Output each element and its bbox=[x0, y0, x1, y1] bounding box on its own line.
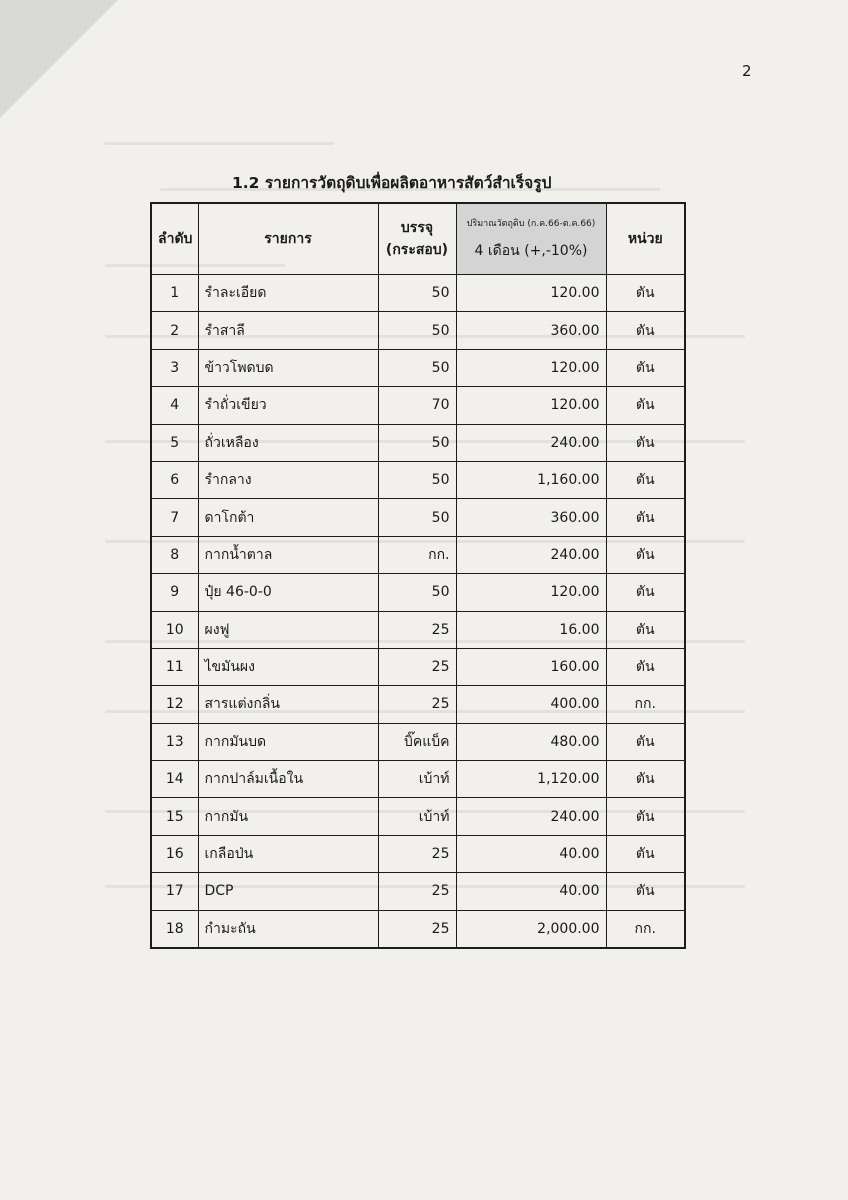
unit-cell: ตัน bbox=[606, 611, 685, 648]
header-pack-line2: (กระสอบ) bbox=[385, 242, 449, 258]
quantity-cell: 40.00 bbox=[456, 873, 606, 910]
row-number-cell: 13 bbox=[151, 723, 198, 760]
header-qty bbox=[456, 203, 606, 275]
item-name-cell: ข้าวโพดบด bbox=[198, 349, 378, 386]
table-row bbox=[151, 312, 685, 349]
row-number-cell: 17 bbox=[151, 873, 198, 910]
packaging-cell: 50 bbox=[378, 424, 456, 461]
table-row bbox=[151, 835, 685, 872]
header-unit: หน่วย bbox=[606, 203, 685, 275]
header-qty-line2: 4 เดือน (+,-10%) bbox=[474, 243, 588, 259]
unit-cell: ตัน bbox=[606, 835, 685, 872]
table-row bbox=[151, 275, 685, 312]
table-row bbox=[151, 387, 685, 424]
quantity-cell: 120.00 bbox=[456, 574, 606, 611]
packaging-cell: 50 bbox=[378, 499, 456, 536]
quantity-cell: 360.00 bbox=[456, 499, 606, 536]
item-name-cell: รำสาลี bbox=[198, 312, 378, 349]
row-number-cell: 5 bbox=[151, 424, 198, 461]
unit-cell: ตัน bbox=[606, 499, 685, 536]
packaging-cell: 70 bbox=[378, 387, 456, 424]
quantity-cell: 480.00 bbox=[456, 723, 606, 760]
table-row bbox=[151, 611, 685, 648]
header-pack-line1: บรรจุ bbox=[400, 220, 434, 236]
page-corner-fold bbox=[0, 0, 118, 118]
row-number-cell: 14 bbox=[151, 761, 198, 798]
unit-cell: ตัน bbox=[606, 424, 685, 461]
item-name-cell: ดาโกต้า bbox=[198, 499, 378, 536]
table-row bbox=[151, 424, 685, 461]
quantity-cell: 16.00 bbox=[456, 611, 606, 648]
packaging-cell: 25 bbox=[378, 835, 456, 872]
table-row bbox=[151, 798, 685, 835]
item-name-cell: DCP bbox=[198, 873, 378, 910]
header-qty-line1: ปริมาณวัตถุดิบ (ก.ค.66-ต.ค.66) bbox=[466, 219, 596, 229]
table-row bbox=[151, 723, 685, 760]
unit-cell: ตัน bbox=[606, 574, 685, 611]
packaging-cell: 50 bbox=[378, 349, 456, 386]
row-number-cell: 4 bbox=[151, 387, 198, 424]
item-name-cell: สารแต่งกลิ่น bbox=[198, 686, 378, 723]
unit-cell: กก. bbox=[606, 910, 685, 948]
item-name-cell: รำถั่วเขียว bbox=[198, 387, 378, 424]
table-row bbox=[151, 499, 685, 536]
row-number-cell: 6 bbox=[151, 461, 198, 498]
row-number-cell: 9 bbox=[151, 574, 198, 611]
quantity-cell: 120.00 bbox=[456, 275, 606, 312]
item-name-cell: ถั่วเหลือง bbox=[198, 424, 378, 461]
unit-cell: ตัน bbox=[606, 723, 685, 760]
table-row bbox=[151, 536, 685, 573]
table-row bbox=[151, 574, 685, 611]
unit-cell: ตัน bbox=[606, 312, 685, 349]
quantity-cell: 2,000.00 bbox=[456, 910, 606, 948]
table-row bbox=[151, 686, 685, 723]
packaging-cell: เบ้าท์ bbox=[378, 798, 456, 835]
quantity-cell: 240.00 bbox=[456, 424, 606, 461]
unit-cell: ตัน bbox=[606, 387, 685, 424]
packaging-cell: 50 bbox=[378, 275, 456, 312]
table-row bbox=[151, 873, 685, 910]
table-row bbox=[151, 761, 685, 798]
packaging-cell: 25 bbox=[378, 648, 456, 685]
row-number-cell: 16 bbox=[151, 835, 198, 872]
row-number-cell: 2 bbox=[151, 312, 198, 349]
materials-table bbox=[150, 202, 686, 949]
unit-cell: ตัน bbox=[606, 873, 685, 910]
table-header-row bbox=[151, 203, 685, 275]
quantity-cell: 240.00 bbox=[456, 798, 606, 835]
header-no: ลำดับ bbox=[151, 203, 198, 275]
show-through-line bbox=[104, 142, 334, 145]
document-title: 1.2 รายการวัตถุดิบเพื่อผลิตอาหารสัตว์สำเร็จรูป bbox=[232, 174, 552, 192]
packaging-cell: 50 bbox=[378, 574, 456, 611]
item-name-cell: กากมันบด bbox=[198, 723, 378, 760]
item-name-cell: กากน้ำตาล bbox=[198, 536, 378, 573]
item-name-cell: ไขมันผง bbox=[198, 648, 378, 685]
quantity-cell: 1,160.00 bbox=[456, 461, 606, 498]
unit-cell: ตัน bbox=[606, 536, 685, 573]
unit-cell: ตัน bbox=[606, 349, 685, 386]
row-number-cell: 15 bbox=[151, 798, 198, 835]
item-name-cell: รำกลาง bbox=[198, 461, 378, 498]
quantity-cell: 360.00 bbox=[456, 312, 606, 349]
table-row bbox=[151, 648, 685, 685]
packaging-cell: 50 bbox=[378, 461, 456, 498]
packaging-cell: กก. bbox=[378, 536, 456, 573]
unit-cell: ตัน bbox=[606, 275, 685, 312]
unit-cell: กก. bbox=[606, 686, 685, 723]
row-number-cell: 11 bbox=[151, 648, 198, 685]
packaging-cell: บิ๊คแบ็ค bbox=[378, 723, 456, 760]
quantity-cell: 160.00 bbox=[456, 648, 606, 685]
quantity-cell: 240.00 bbox=[456, 536, 606, 573]
packaging-cell: 50 bbox=[378, 312, 456, 349]
item-name-cell: กากมัน bbox=[198, 798, 378, 835]
packaging-cell: 25 bbox=[378, 686, 456, 723]
item-name-cell: รำละเอียด bbox=[198, 275, 378, 312]
packaging-cell: 25 bbox=[378, 910, 456, 948]
row-number-cell: 1 bbox=[151, 275, 198, 312]
item-name-cell: ปุ๋ย 46-0-0 bbox=[198, 574, 378, 611]
header-item: รายการ bbox=[198, 203, 378, 275]
unit-cell: ตัน bbox=[606, 761, 685, 798]
row-number-cell: 18 bbox=[151, 910, 198, 948]
quantity-cell: 40.00 bbox=[456, 835, 606, 872]
quantity-cell: 120.00 bbox=[456, 387, 606, 424]
quantity-cell: 1,120.00 bbox=[456, 761, 606, 798]
unit-cell: ตัน bbox=[606, 798, 685, 835]
item-name-cell: กำมะถัน bbox=[198, 910, 378, 948]
row-number-cell: 7 bbox=[151, 499, 198, 536]
packaging-cell: 25 bbox=[378, 611, 456, 648]
packaging-cell: 25 bbox=[378, 873, 456, 910]
unit-cell: ตัน bbox=[606, 648, 685, 685]
page-number: 2 bbox=[742, 62, 752, 80]
item-name-cell: เกลือป่น bbox=[198, 835, 378, 872]
table-row bbox=[151, 910, 685, 948]
packaging-cell: เบ้าท์ bbox=[378, 761, 456, 798]
row-number-cell: 12 bbox=[151, 686, 198, 723]
row-number-cell: 10 bbox=[151, 611, 198, 648]
row-number-cell: 8 bbox=[151, 536, 198, 573]
row-number-cell: 3 bbox=[151, 349, 198, 386]
quantity-cell: 400.00 bbox=[456, 686, 606, 723]
unit-cell: ตัน bbox=[606, 461, 685, 498]
quantity-cell: 120.00 bbox=[456, 349, 606, 386]
item-name-cell: ผงฟู bbox=[198, 611, 378, 648]
table-row bbox=[151, 349, 685, 386]
header-pack bbox=[378, 203, 456, 275]
item-name-cell: กากปาล์มเนื้อใน bbox=[198, 761, 378, 798]
table-row bbox=[151, 461, 685, 498]
